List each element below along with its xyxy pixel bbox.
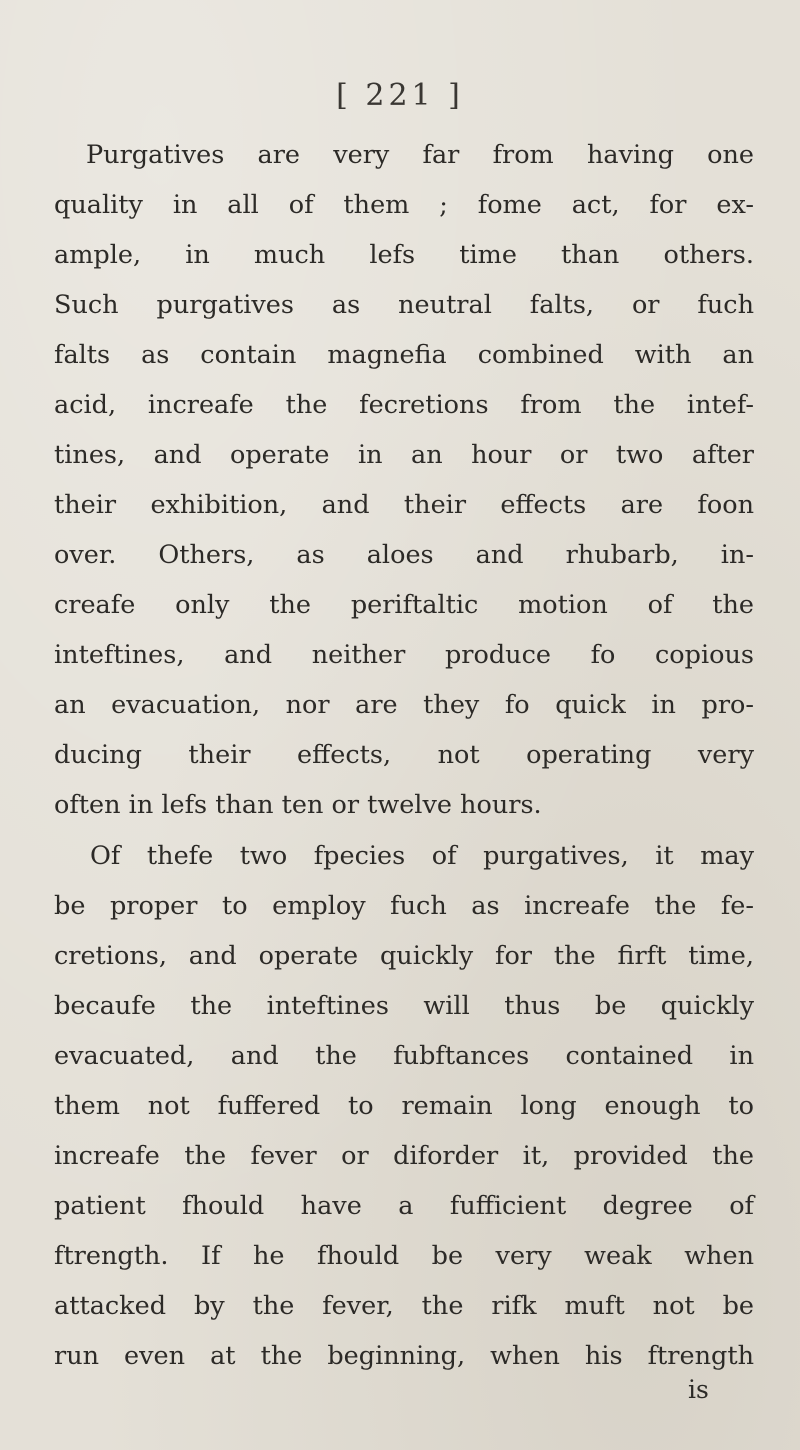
text-line: increafe the fever or diforder it, provided the: [54, 1141, 754, 1171]
text-line: falts as contain magnefia combined with an: [54, 340, 754, 370]
text-line: becaufe the inteftines will thus be quickly: [54, 991, 754, 1021]
text-line: their exhibition, and their effects are foon: [54, 490, 754, 520]
text-line: be proper to employ fuch as increafe the fe-: [54, 891, 754, 921]
paragraph-2: [54, 831, 754, 1381]
text-line: quality in all of them ; fome act, for ex-: [54, 190, 754, 220]
text-line: evacuated, and the fubftances contained in: [54, 1041, 754, 1071]
text-line: attacked by the fever, the rifk muft not be: [54, 1291, 754, 1321]
text-line: ducing their effects, not operating very: [54, 740, 754, 770]
text-line: cretions, and operate quickly for the firft time,: [54, 941, 754, 971]
text-line: them not fuffered to remain long enough to: [54, 1091, 754, 1121]
text-line: often in lefs than ten or twelve hours.: [54, 790, 542, 820]
page-number: [ 221 ]: [336, 78, 464, 113]
text-line: Such purgatives as neutral falts, or fuch: [54, 290, 754, 320]
text-line: inteftines, and neither produce fo copious: [54, 640, 754, 670]
text-line: acid, increafe the fecretions from the intef-: [54, 390, 754, 420]
catchword: is: [688, 1375, 709, 1404]
text-line: over. Others, as aloes and rhubarb, in-: [54, 540, 754, 570]
text-line: ftrength. If he fhould be very weak when: [54, 1241, 754, 1271]
text-line: tines, and operate in an hour or two after: [54, 440, 754, 470]
text-line: an evacuation, nor are they fo quick in pro-: [54, 690, 754, 720]
paragraph-1: [54, 130, 754, 830]
text-line: Purgatives are very far from having one: [86, 140, 754, 170]
text-line: ample, in much lefs time than others.: [54, 240, 754, 270]
text-line: creafe only the periftaltic motion of the: [54, 590, 754, 620]
text-line: Of thefe two fpecies of purgatives, it may: [90, 841, 754, 871]
text-line: run even at the beginning, when his ftrength: [54, 1341, 754, 1371]
text-line: patient fhould have a fufficient degree of: [54, 1191, 754, 1221]
